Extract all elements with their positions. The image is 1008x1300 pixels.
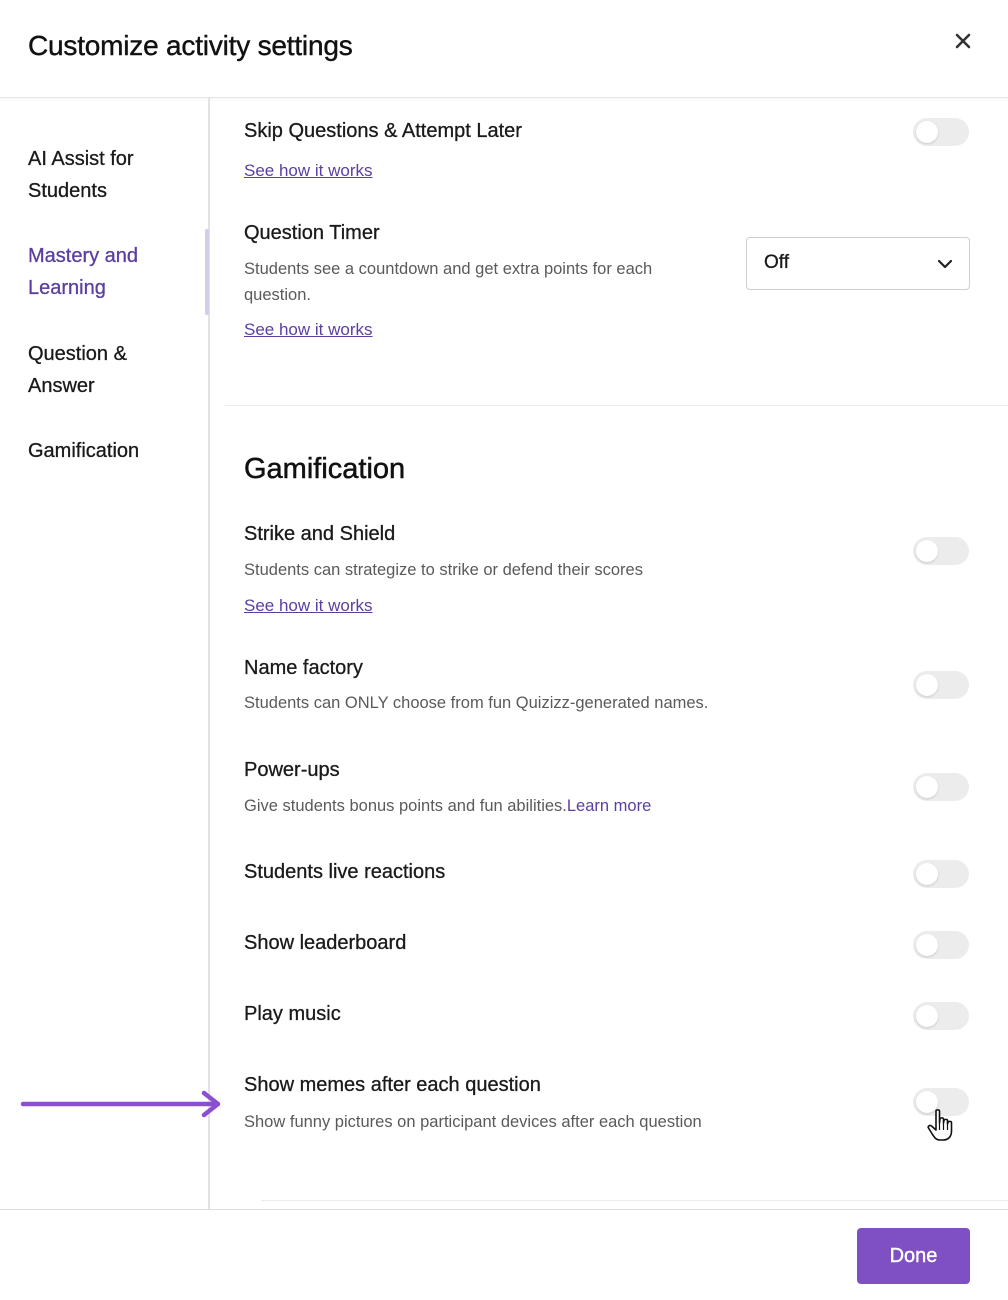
skip-questions-title: Skip Questions & Attempt Later xyxy=(244,120,522,142)
leaderboard-title: Show leaderboard xyxy=(244,932,407,954)
strike-shield-title: Strike and Shield xyxy=(244,523,396,545)
bottom-divider xyxy=(261,1200,1008,1201)
live-reactions-toggle[interactable] xyxy=(913,860,969,888)
hand-pointer-cursor-icon xyxy=(926,1108,958,1142)
question-timer-select[interactable] xyxy=(746,237,970,290)
power-ups-learn-more-link[interactable]: Learn more xyxy=(566,797,652,815)
memes-description: Show funny pictures on participant devices after each question xyxy=(244,1113,702,1131)
settings-content xyxy=(211,98,1008,1209)
skip-questions-toggle[interactable] xyxy=(913,118,969,146)
annotation-arrow-icon xyxy=(20,1090,224,1118)
chevron-down-icon xyxy=(935,254,955,274)
question-timer-title: Question Timer xyxy=(244,222,380,244)
strike-shield-toggle[interactable] xyxy=(913,537,969,565)
toggle-knob xyxy=(916,776,938,798)
toggle-knob xyxy=(916,1005,938,1027)
sidebar-item-ai-assist[interactable]: AI Assist for Students xyxy=(28,148,134,202)
toggle-knob xyxy=(916,934,938,956)
close-icon[interactable] xyxy=(948,26,978,56)
section-divider xyxy=(225,405,1008,406)
sidebar-item-question-answer[interactable]: Question & Answer xyxy=(28,343,127,397)
toggle-knob xyxy=(916,674,938,696)
done-button[interactable]: Done xyxy=(857,1228,970,1284)
leaderboard-toggle[interactable] xyxy=(913,931,969,959)
question-timer-description: Students see a countdown and get extra points for each question. xyxy=(244,260,653,304)
settings-sidebar xyxy=(0,98,210,1209)
modal-footer xyxy=(0,1209,1008,1300)
skip-questions-see-how-link[interactable]: See how it works xyxy=(244,161,373,180)
memes-title: Show memes after each question xyxy=(244,1074,541,1096)
play-music-toggle[interactable] xyxy=(913,1002,969,1030)
name-factory-toggle[interactable] xyxy=(913,671,969,699)
power-ups-description: Give students bonus points and fun abilities. xyxy=(244,797,567,815)
strike-shield-see-how-link[interactable]: See how it works xyxy=(244,596,373,615)
strike-shield-description: Students can strategize to strike or defend their scores xyxy=(244,561,643,579)
power-ups-title: Power-ups xyxy=(244,759,340,781)
modal-header xyxy=(0,0,1008,98)
play-music-title: Play music xyxy=(244,1003,341,1025)
toggle-knob xyxy=(916,540,938,562)
power-ups-toggle[interactable] xyxy=(913,773,969,801)
name-factory-description: Students can ONLY choose from fun Quizizz-generated names. xyxy=(244,694,709,712)
question-timer-see-how-link[interactable]: See how it works xyxy=(244,320,373,339)
power-ups-description-row xyxy=(244,793,651,819)
question-timer-selected-value: Off xyxy=(764,252,789,273)
active-nav-indicator xyxy=(205,229,209,315)
name-factory-title: Name factory xyxy=(244,657,363,679)
gamification-heading: Gamification xyxy=(244,453,406,485)
sidebar-item-gamification[interactable]: Gamification xyxy=(28,440,140,462)
toggle-knob xyxy=(916,863,938,885)
modal-title: Customize activity settings xyxy=(28,30,353,61)
live-reactions-title: Students live reactions xyxy=(244,861,446,883)
toggle-knob xyxy=(916,121,938,143)
sidebar-item-mastery-and-learning[interactable]: Mastery and Learning xyxy=(28,245,139,299)
